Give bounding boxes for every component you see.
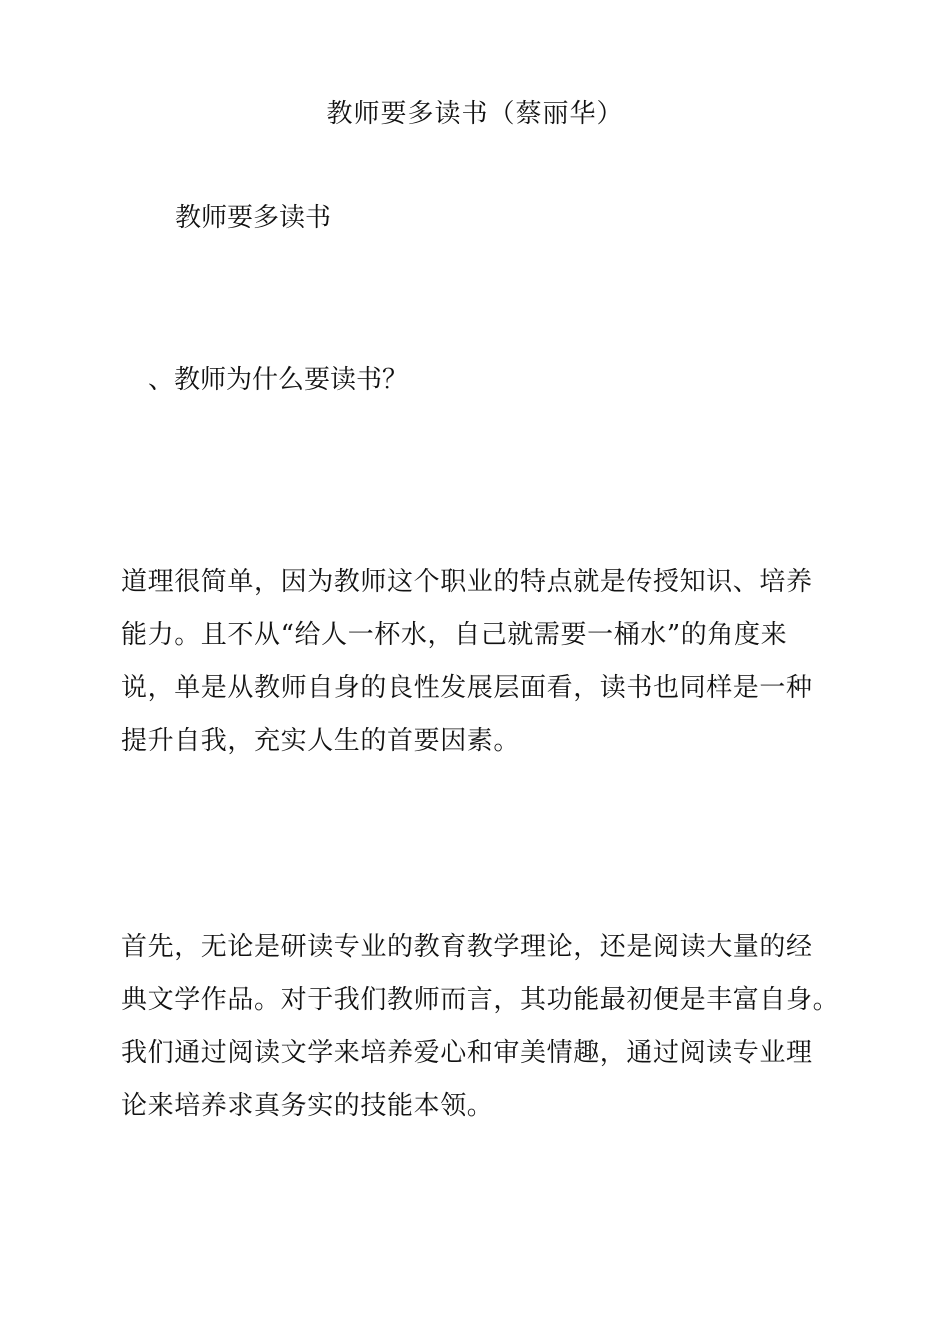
document-subtitle: 教师要多读书 [175,203,332,233]
paragraph-line: 典文学作品。对于我们教师而言，其功能最初便是丰富自身。 [121,985,840,1015]
paragraph-line: 说，单是从教师自身的良性发展层面看，读书也同样是一种 [121,673,813,703]
paragraph-line: 我们通过阅读文学来培养爱心和审美情趣，通过阅读专业理 [121,1038,813,1068]
paragraph-first-point [121,921,841,1133]
paragraph-line: 道理很简单，因为教师这个职业的特点就是传授知识、培养 [121,567,813,597]
paragraph-reasons [121,556,841,768]
paragraph-line: 论来培养求真务实的技能本领。 [121,1091,494,1121]
paragraph-line: 能力。且不从“给人一杯水，自己就需要一桶水”的角度来 [121,620,788,650]
document-title: 教师要多读书（蔡丽华） [326,99,624,129]
section-heading: 、教师为什么要读书？ [148,365,409,395]
paragraph-line: 首先，无论是研读专业的教育教学理论，还是阅读大量的经 [121,932,813,962]
paragraph-line: 提升自我，充实人生的首要因素。 [121,726,521,756]
